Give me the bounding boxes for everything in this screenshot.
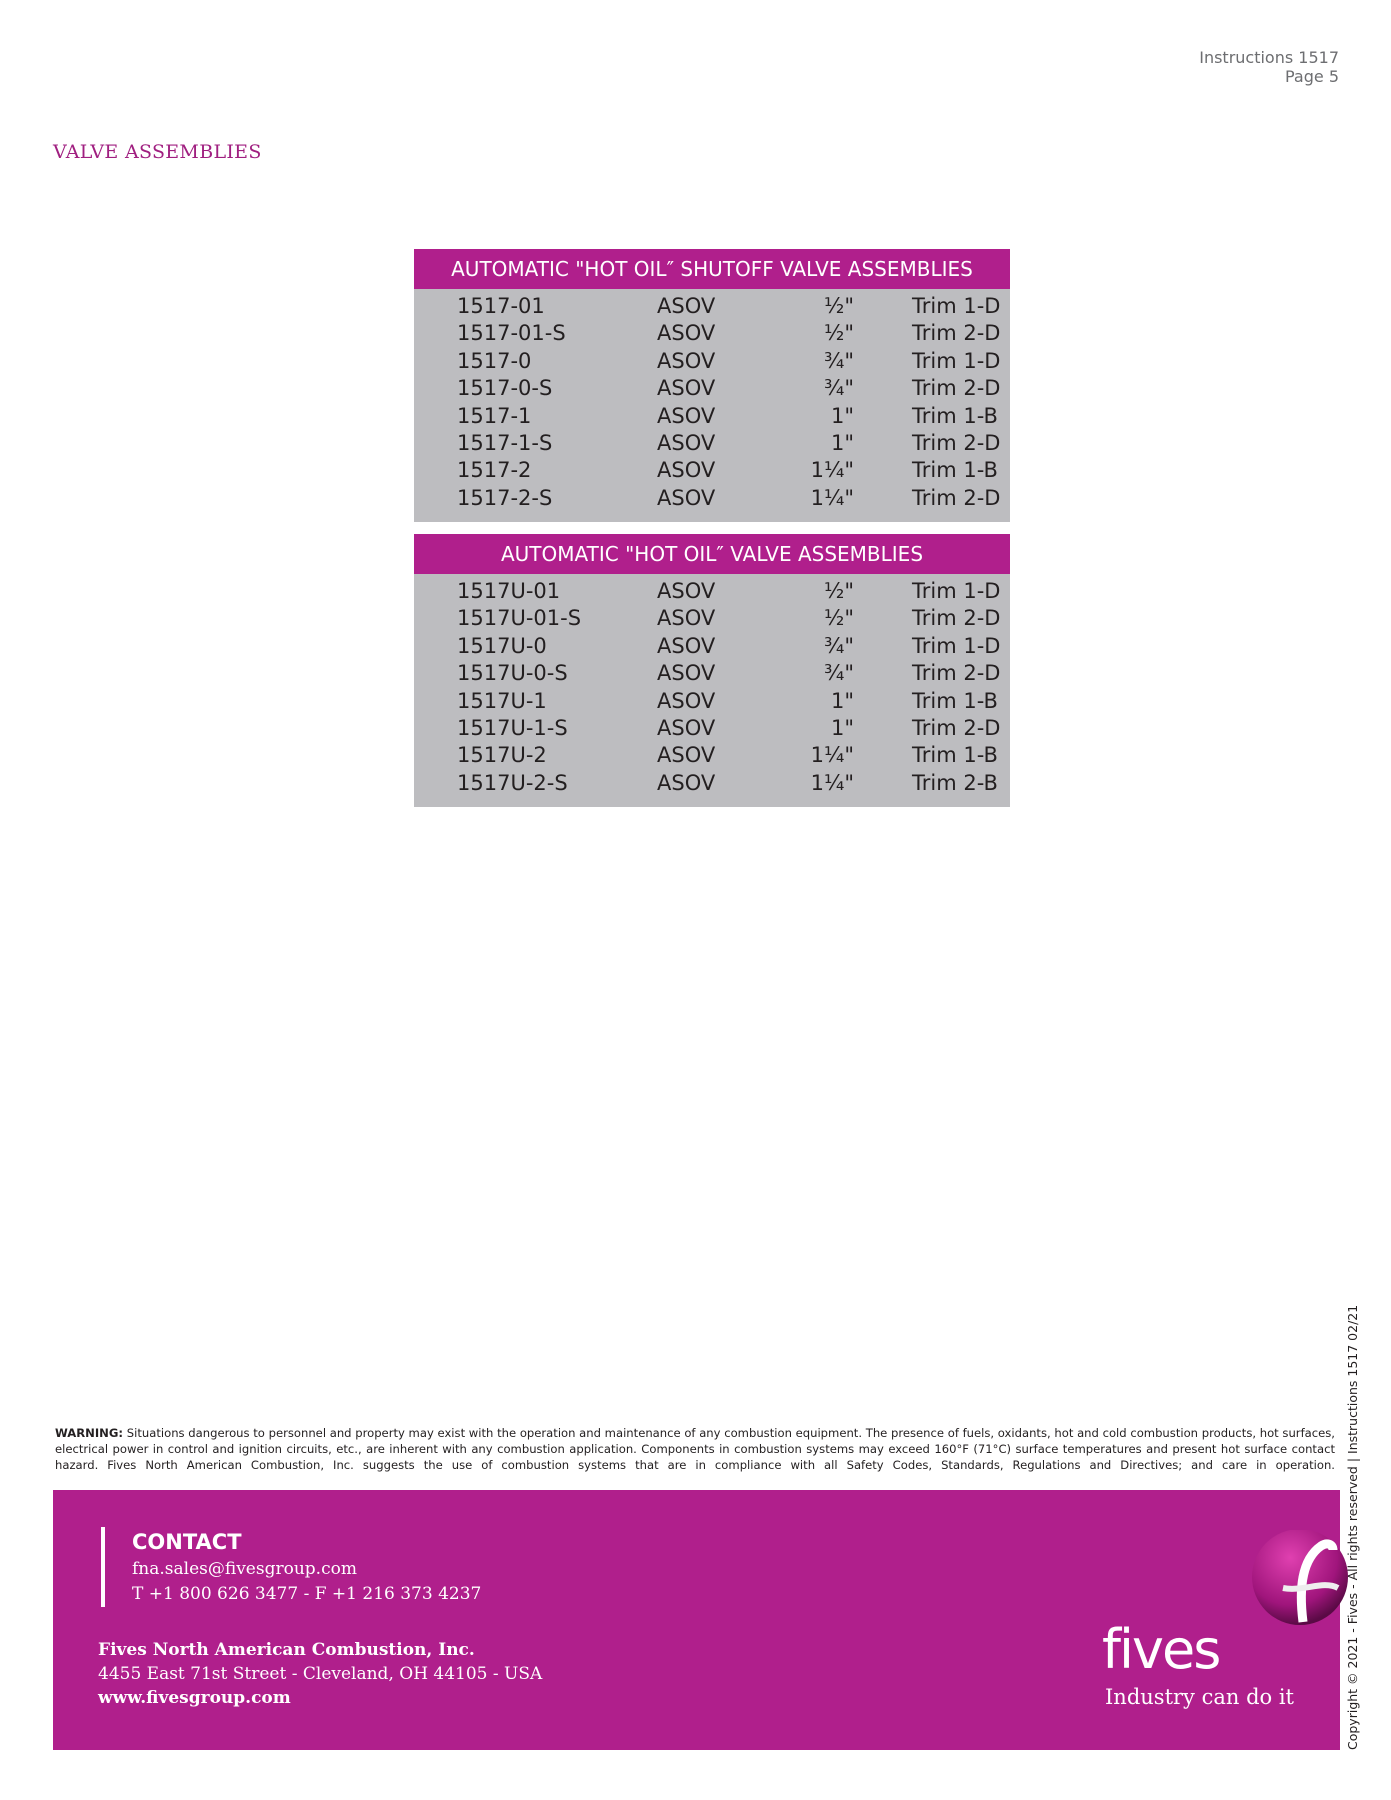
part-number: 1517-0-S — [457, 376, 553, 401]
part-number: 1517-0 — [457, 348, 532, 373]
contact-divider — [101, 1527, 105, 1607]
valve-type: ASOV — [657, 715, 716, 740]
table-row — [414, 430, 1010, 457]
size: ½" — [823, 321, 854, 346]
part-number: 1517U-0 — [457, 633, 547, 658]
page-number: Page 5 — [1285, 67, 1339, 86]
section-title: VALVE ASSEMBLIES — [53, 141, 262, 163]
size: ¾" — [823, 633, 854, 658]
table-row — [414, 715, 1010, 742]
table-body — [414, 289, 1010, 522]
copyright-text: Copyright © 2021 - Fives - All rights reserved | Instructions 1517 02/21 — [1345, 1304, 1360, 1750]
table-row — [414, 688, 1010, 715]
part-number: 1517-2 — [457, 458, 532, 483]
part-number: 1517U-2-S — [457, 770, 568, 795]
valve-type: ASOV — [657, 743, 716, 768]
tagline: Industry can do it — [1105, 1685, 1294, 1709]
table-title: AUTOMATIC "HOT OIL″ SHUTOFF VALVE ASSEMBLIES — [414, 249, 1010, 289]
size: ½" — [823, 606, 854, 631]
size: ¾" — [823, 661, 854, 686]
trim: Trim 2-D — [912, 321, 1001, 346]
table-row — [414, 457, 1010, 484]
table-row — [414, 770, 1010, 797]
warning-text — [55, 1425, 1335, 1473]
table-body — [414, 574, 1010, 807]
part-number: 1517-01-S — [457, 321, 566, 346]
trim: Trim 2-D — [912, 661, 1001, 686]
part-number: 1517-1-S — [457, 430, 553, 455]
part-number: 1517U-1 — [457, 688, 547, 713]
trim: Trim 2-B — [912, 770, 998, 795]
table-row — [414, 293, 1010, 320]
size: 1¼" — [810, 743, 854, 768]
trim: Trim 1-D — [912, 294, 1001, 318]
table-row — [414, 348, 1010, 375]
table-title: AUTOMATIC "HOT OIL″ VALVE ASSEMBLIES — [414, 534, 1010, 574]
warning-body: Situations dangerous to personnel and property may exist with the operation and maintenance of any combustion equipment. The presence of fuels, oxidants, hot and cold combustion products, hot surfaces, electrical power in control and ignition circuits, etc., are inherent with any combustion application. Components in combustion systems may exceed 160°F (71°C) surface temperatures and present hot surface contact hazard. Fives North American Combustion, Inc. suggests the use of combustion systems that are in compliance with all Safety Codes, Standards, Regulations and Directives; and care in operation. — [55, 1426, 1335, 1472]
table-row — [414, 633, 1010, 660]
trim: Trim 1-B — [912, 403, 998, 428]
shutoff-valve-table — [414, 249, 1010, 522]
size: 1" — [830, 403, 854, 428]
valve-type: ASOV — [657, 579, 716, 603]
part-number: 1517U-01-S — [457, 606, 582, 631]
size: 1" — [830, 715, 854, 740]
table-row — [414, 485, 1010, 512]
table-row — [414, 578, 1010, 605]
size: ½" — [823, 579, 854, 603]
trim: Trim 2-D — [912, 485, 1001, 510]
trim: Trim 1-D — [912, 633, 1001, 658]
size: 1¼" — [810, 485, 854, 510]
valve-type: ASOV — [657, 606, 716, 631]
footer — [53, 1490, 1340, 1750]
trim: Trim 1-D — [912, 348, 1001, 373]
table-row — [414, 320, 1010, 347]
contact-phone: T +1 800 626 3477 - F +1 216 373 4237 — [132, 1584, 482, 1604]
valve-type: ASOV — [657, 403, 716, 428]
valve-type: ASOV — [657, 458, 716, 483]
size: 1" — [830, 430, 854, 455]
valve-type: ASOV — [657, 661, 716, 686]
document-number: Instructions 1517 — [1199, 48, 1339, 67]
part-number: 1517U-01 — [457, 579, 561, 603]
page-header — [1199, 48, 1339, 86]
company-website[interactable]: www.fivesgroup.com — [98, 1688, 291, 1708]
size: 1¼" — [810, 458, 854, 483]
part-number: 1517U-0-S — [457, 661, 568, 686]
size: ½" — [823, 294, 854, 318]
table-row — [414, 660, 1010, 687]
valve-type: ASOV — [657, 688, 716, 713]
size: ¾" — [823, 376, 854, 401]
size: ¾" — [823, 348, 854, 373]
trim: Trim 2-D — [912, 376, 1001, 401]
trim: Trim 1-B — [912, 458, 998, 483]
table-row — [414, 403, 1010, 430]
valve-type: ASOV — [657, 376, 716, 401]
part-number: 1517-2-S — [457, 485, 553, 510]
trim: Trim 1-B — [912, 743, 998, 768]
valve-type: ASOV — [657, 430, 716, 455]
contact-heading: CONTACT — [132, 1530, 242, 1554]
trim: Trim 2-D — [912, 715, 1001, 740]
valve-type: ASOV — [657, 485, 716, 510]
valve-type: ASOV — [657, 633, 716, 658]
valve-type: ASOV — [657, 294, 716, 318]
trim: Trim 2-D — [912, 430, 1001, 455]
company-address: 4455 East 71st Street - Cleveland, OH 44105 - USA — [98, 1664, 543, 1684]
valve-type: ASOV — [657, 770, 716, 795]
trim: Trim 2-D — [912, 606, 1001, 631]
size: 1¼" — [810, 770, 854, 795]
table-row — [414, 375, 1010, 402]
part-number: 1517U-2 — [457, 743, 547, 768]
part-number: 1517U-1-S — [457, 715, 568, 740]
table-row — [414, 605, 1010, 632]
trim: Trim 1-D — [912, 579, 1001, 603]
trim: Trim 1-B — [912, 688, 998, 713]
valve-type: ASOV — [657, 348, 716, 373]
part-number: 1517-01 — [457, 294, 545, 318]
table-row — [414, 742, 1010, 769]
contact-email[interactable]: fna.sales@fivesgroup.com — [132, 1559, 357, 1579]
part-number: 1517-1 — [457, 403, 532, 428]
warning-label: WARNING: — [55, 1426, 124, 1440]
valve-type: ASOV — [657, 321, 716, 346]
size: 1" — [830, 688, 854, 713]
company-name: Fives North American Combustion, Inc. — [98, 1640, 475, 1660]
valve-assemblies-table — [414, 534, 1010, 807]
logo-wordmark: fives — [1102, 1618, 1220, 1681]
